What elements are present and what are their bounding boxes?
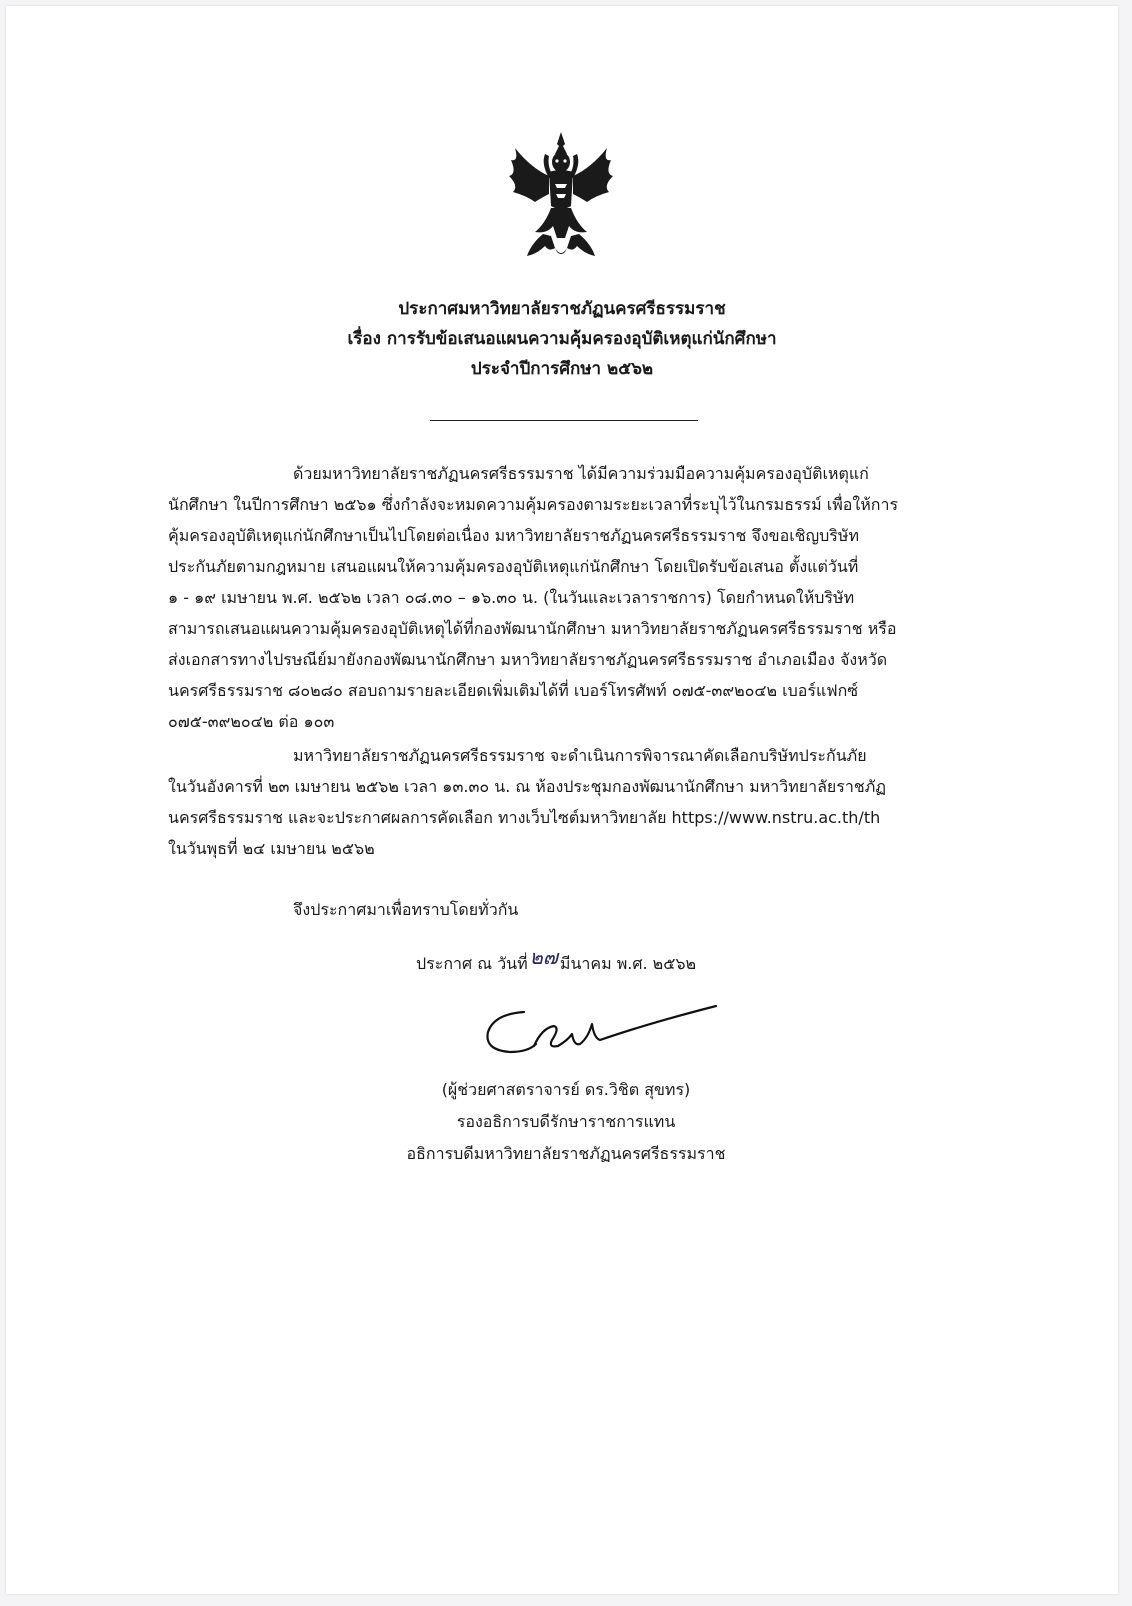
announcement-date (416, 946, 696, 978)
header-issuer: ประกาศมหาวิทยาลัยราชภัฏนครศรีธรรมราช (398, 299, 726, 319)
paragraph-line: ส่งเอกสารทางไปรษณีย์มายังกองพัฒนานักศึกษา มหาวิทยาลัยราชภัฏนครศรีธรรมราช อำเภอเมือง จังหวัด (168, 650, 888, 669)
date-day-handwritten: ๒๗ (529, 945, 558, 969)
body-paragraph-2 (168, 740, 958, 864)
header-academic-year: ประจำปีการศึกษา ๒๕๖๒ (470, 359, 654, 379)
paragraph-line: ในวันอังคารที่ ๒๓ เมษายน ๒๕๖๒ เวลา ๑๓.๓๐ น. ณ ห้องประชุมกองพัฒนานักศึกษา มหาวิทยาลัยราชภัฏ (168, 777, 887, 796)
header-subject: เรื่อง การรับข้อเสนอแผนความคุ้มครองอุบัติเหตุแก่นักศึกษา (347, 329, 777, 349)
signatory-name: (ผู้ช่วยศาสตราจารย์ ดร.วิชิต สุขทร) (441, 1080, 691, 1099)
body-paragraph-1 (168, 458, 958, 737)
signatory-position-2: อธิการบดีมหาวิทยาลัยราชภัฏนครศรีธรรมราช (406, 1144, 726, 1163)
document-header (256, 294, 868, 384)
garuda-emblem-icon (501, 128, 621, 268)
handwritten-signature (476, 994, 726, 1064)
header-divider (430, 420, 698, 421)
document-page (6, 6, 1118, 1594)
paragraph-line: ด้วยมหาวิทยาลัยราชภัฏนครศรีธรรมราช ได้มีความร่วมมือความคุ้มครองอุบัติเหตุแก่ (293, 464, 869, 483)
paragraph-line: สามารถเสนอแผนความคุ้มครองอุบัติเหตุได้ที่กองพัฒนานักศึกษา มหาวิทยาลัยราชภัฏนครศรีธรรมราช หรือ (168, 619, 897, 638)
paragraph-line: ๐๗๕-๓๙๒๐๔๒ ต่อ ๑๐๓ (168, 712, 335, 731)
paragraph-line: ๑ - ๑๙ เมษายน พ.ศ. ๒๕๖๒ เวลา ๐๘.๓๐ – ๑๖.๓๐ น. (ในวันและเวลาราชการ) โดยกำหนดให้บริษัท (168, 588, 855, 607)
date-prefix: ประกาศ ณ วันที่ (416, 954, 528, 973)
paragraph-line: นักศึกษา ในปีการศึกษา ๒๕๖๑ ซึ่งกำลังจะหมดความคุ้มครองตามระยะเวลาที่ระบุไว้ในกรมธรรม์ เพื่อให้การ (168, 495, 899, 514)
signatory-block (386, 1074, 746, 1170)
paragraph-line: นครศรีธรรมราช ๘๐๒๘๐ สอบถามรายละเอียดเพิ่มเติมได้ที่ เบอร์โทรศัพท์ ๐๗๕-๓๙๒๐๔๒ เบอร์แฟกซ์ (168, 681, 859, 700)
signatory-position: รองอธิการบดีรักษาราชการแทน (456, 1112, 676, 1131)
paragraph-line: ประกันภัยตามกฎหมาย เสนอแผนให้ความคุ้มครองอุบัติเหตุแก่นักศึกษา โดยเปิดรับข้อเสนอ ตั้งแต่วันที่ (168, 557, 859, 576)
closing-statement: จึงประกาศมาเพื่อทราบโดยทั่วกัน (293, 900, 519, 919)
date-suffix: มีนาคม พ.ศ. ๒๕๖๒ (559, 954, 697, 973)
paragraph-line: ในวันพุธที่ ๒๔ เมษายน ๒๕๖๒ (168, 839, 375, 858)
paragraph-line: นครศรีธรรมราช และจะประกาศผลการคัดเลือก ทางเว็บไซต์มหาวิทยาลัย https://www.nstru.ac.th/th (168, 808, 881, 827)
paragraph-line: มหาวิทยาลัยราชภัฏนครศรีธรรมราช จะดำเนินการพิจารณาคัดเลือกบริษัทประกันภัย (293, 746, 867, 765)
paragraph-line: คุ้มครองอุบัติเหตุแก่นักศึกษาเป็นไปโดยต่อเนื่อง มหาวิทยาลัยราชภัฏนครศรีธรรมราช จึงขอเชิญบริษัท (168, 526, 859, 545)
